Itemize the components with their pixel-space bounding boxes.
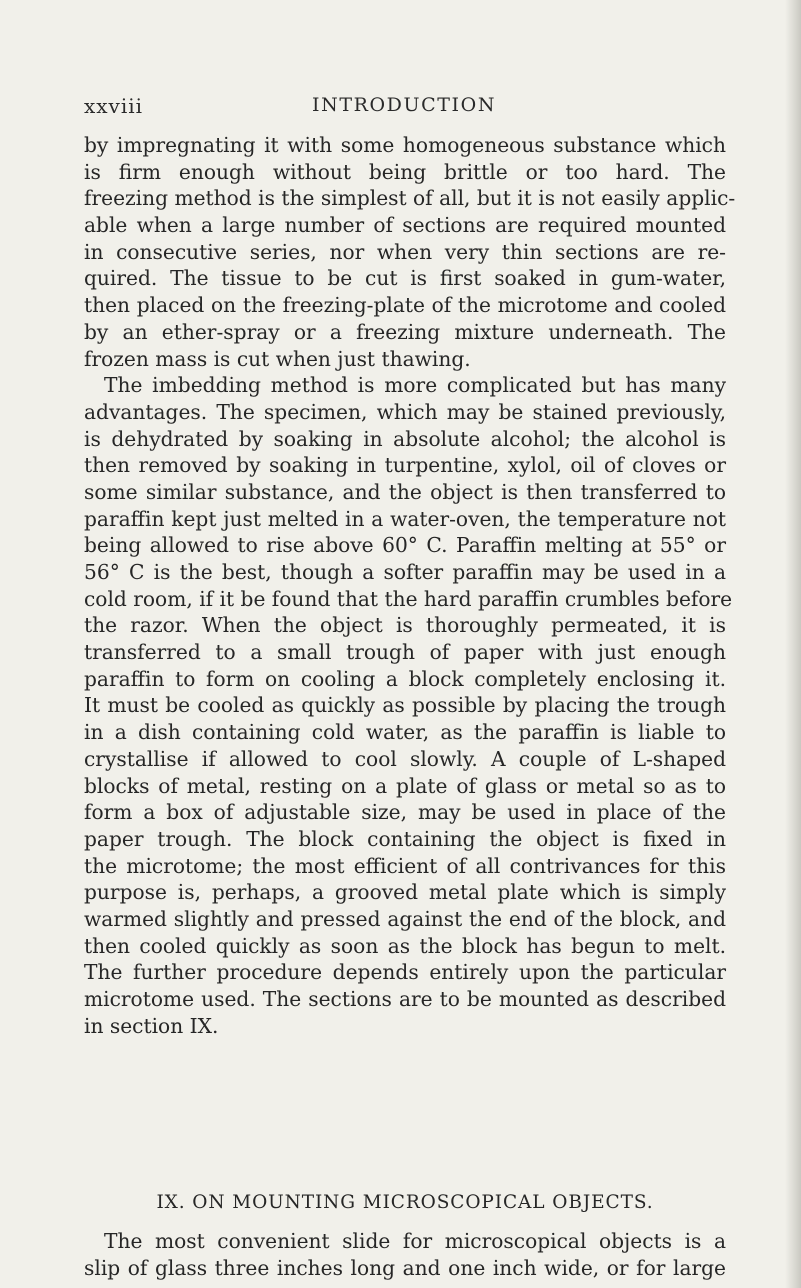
text-line: quired. The tissue to be cut is first soaked in gum-water,: [84, 266, 726, 291]
text-line: 56° C is the best, though a softer paraffin may be used in a: [84, 560, 726, 584]
text-line: The most convenient slide for microscopical objects is a: [104, 1229, 726, 1253]
text-line: freezing method is the simplest of all, but it is not easily applic-: [84, 186, 736, 211]
text-line: microtome used. The sections are to be mounted as described: [84, 987, 726, 1011]
text-line: paper trough. The block containing the object is fixed in: [84, 826, 726, 851]
text-line: is dehydrated by soaking in absolute alcohol; the alcohol is: [84, 426, 726, 451]
text-line: then placed on the freezing-plate of the microtome and cooled: [84, 293, 726, 318]
page-number: xxviii: [84, 94, 144, 118]
text-line: slip of glass three inches long and one inch wide, or for large: [84, 1256, 726, 1280]
text-line: by impregnating it with some homogeneous substance which: [84, 133, 726, 157]
text-line: being allowed to rise above 60° C. Paraffin melting at 55° or: [84, 533, 726, 558]
text-line: warmed slightly and pressed against the end of the block, and: [84, 906, 726, 931]
running-title: INTRODUCTION: [312, 94, 497, 116]
text-line: then cooled quickly as soon as the block has begun to melt.: [84, 933, 726, 958]
text-line: able when a large number of sections are required mounted: [84, 213, 726, 238]
text-line: then removed by soaking in turpentine, xylol, oil of cloves or: [84, 453, 726, 478]
text-line: paraffin kept just melted in a water-oven, the temperature not: [84, 506, 726, 531]
text-line: purpose is, perhaps, a grooved metal plate which is simply: [84, 880, 726, 905]
text-line: in a dish containing cold water, as the paraffin is liable to: [84, 720, 726, 745]
text-line: crystallise if allowed to cool slowly. A couple of L-shaped: [84, 746, 726, 771]
text-line: some similar substance, and the object is then transferred to: [84, 479, 726, 504]
text-line: in consecutive series, nor when very thin sections are re-: [84, 239, 726, 264]
text-line: frozen mass is cut when just thawing.: [84, 346, 471, 371]
text-line: advantages. The specimen, which may be stained previously,: [84, 399, 726, 424]
text-line: blocks of metal, resting on a plate of glass or metal so as to: [84, 773, 726, 798]
text-line: The imbedding method is more complicated but has many: [104, 373, 726, 398]
body-text-continued: [84, 1228, 726, 1282]
section-heading: IX. ON MOUNTING MICROSCOPICAL OBJECTS.: [156, 1192, 654, 1213]
text-line: is firm enough without being brittle or too hard. The: [84, 159, 726, 184]
text-line: paraffin to form on cooling a block completely enclosing it.: [84, 666, 726, 691]
text-line: It must be cooled as quickly as possible by placing the trough: [84, 693, 726, 718]
text-line: the microtome; the most efficient of all contrivances for this: [84, 853, 726, 878]
page-edge-shadow: [785, 0, 801, 1288]
text-line: The further procedure depends entirely upon the particular: [84, 960, 726, 985]
text-line: transferred to a small trough of paper with just enough: [84, 640, 726, 665]
text-line: form a box of adjustable size, may be used in place of the: [84, 800, 726, 825]
text-line: by an ether-spray or a freezing mixture underneath. The: [84, 319, 726, 344]
page-header: [84, 94, 724, 120]
text-line: cold room, if it be found that the hard paraffin crumbles before: [84, 586, 733, 611]
body-text: [84, 132, 736, 1039]
text-line: the razor. When the object is thoroughly permeated, it is: [84, 613, 726, 638]
text-line: in section IX.: [84, 1013, 219, 1038]
